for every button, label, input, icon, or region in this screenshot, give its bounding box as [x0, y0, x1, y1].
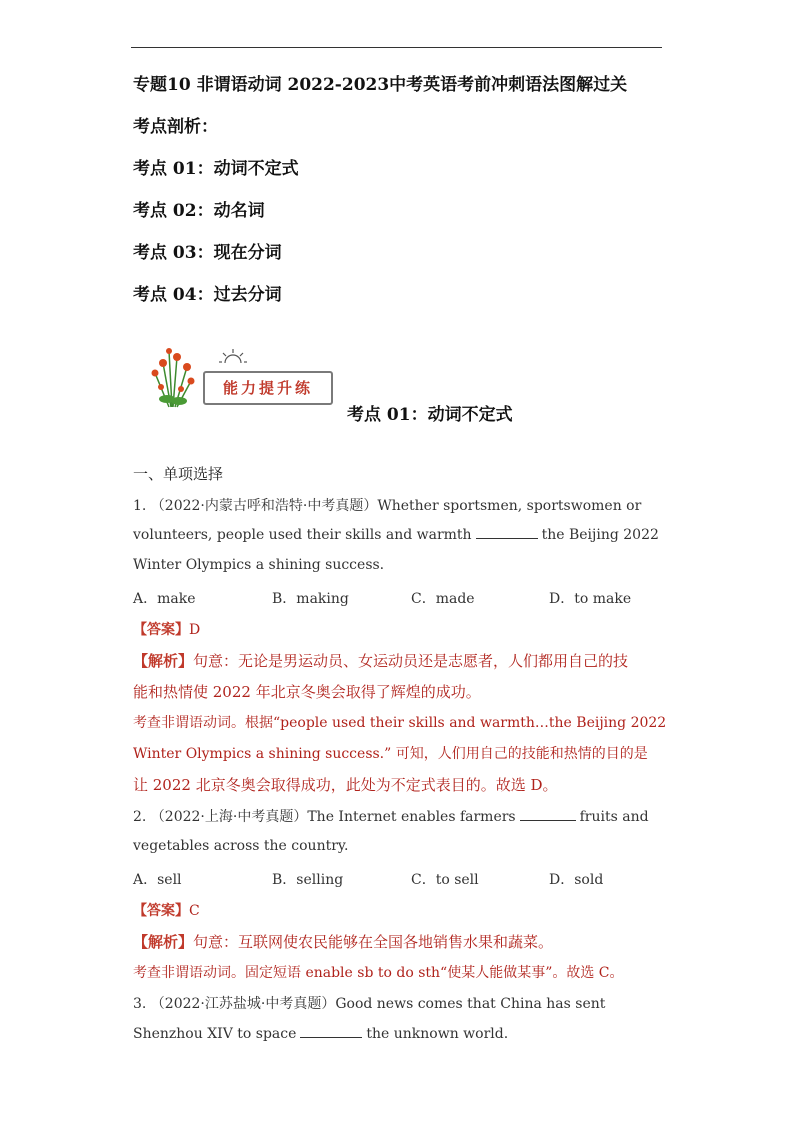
q1-line2-start: volunteers, people used their skills and warmth: [133, 527, 472, 543]
q1-analysis-line4: Winter Olympics a shining success.” 可知，人们用自己的技能和热情的目的是: [133, 746, 648, 762]
q3-line1: 3. （2022·江苏盐城·中考真题）Good news comes that China has sent: [133, 996, 606, 1012]
q1-line1: 1. （2022·内蒙古呼和浩特·中考真题）Whether sportsmen, sportswomen or: [133, 498, 642, 514]
q2-line1: [133, 806, 649, 826]
q1-analysis-line5: 让 2022 北京冬奥会取得成功，此处为不定式表目的。故选 D。: [133, 776, 558, 794]
q2-analysis-line2: 考查非谓语动词。固定短语 enable sb to do sth“使某人能做某事”。故选 C。: [133, 965, 624, 981]
q2-line2: vegetables across the country.: [133, 838, 349, 854]
header-rule: [131, 47, 662, 48]
q1-option-b: B．making: [272, 591, 349, 607]
q2-option-a: A．sell: [133, 872, 182, 888]
outline-item-4: 考点 04：过去分词: [133, 285, 282, 305]
q2-option-d: D．sold: [549, 872, 604, 888]
ability-badge: [143, 343, 343, 413]
outline-item-3: 考点 03：现在分词: [133, 243, 282, 263]
q1-answer: [133, 619, 200, 639]
q2-line1-start: 2. （2022·上海·中考真题）The Internet enables farmers: [133, 809, 516, 825]
q3-line2-start: Shenzhou XIV to space: [133, 1026, 297, 1042]
q2-analysis-text: 句意：互联网使农民能够在全国各地销售水果和蔬菜。: [193, 933, 554, 951]
q3-blank: [300, 1025, 362, 1038]
q2-answer-value: C: [189, 903, 200, 919]
badge-label: 能力提升练: [203, 371, 333, 405]
outline-heading: 考点剖析：: [133, 117, 218, 137]
document-title: 专题10 非谓语动词 2022-2023中考英语考前冲刺语法图解过关: [133, 75, 628, 95]
q2-option-b: B．selling: [272, 872, 344, 888]
q2-line1-end: fruits and: [579, 809, 649, 825]
q2-analysis-line1: [133, 931, 553, 952]
q1-answer-value: D: [189, 622, 201, 638]
q3-line2: [133, 1025, 508, 1042]
q1-line3: Winter Olympics a shining success.: [133, 557, 385, 573]
q1-option-a: A．make: [133, 591, 196, 607]
q2-blank: [520, 808, 576, 821]
q1-option-c: C．made: [411, 591, 475, 607]
q1-option-d: D．to make: [549, 591, 632, 607]
outline-item-2: 考点 02：动名词: [133, 201, 265, 221]
q2-answer-tag: 【答案】: [133, 903, 189, 919]
q1-analysis-line2: 能和热情使 2022 年北京冬奥会取得了辉煌的成功。: [133, 683, 481, 701]
q1-analysis-tag: 【解析】: [133, 652, 194, 670]
outline-item-1: 考点 01：动词不定式: [133, 159, 299, 179]
q3-line2-end: the unknown world.: [366, 1026, 509, 1042]
q1-answer-tag: 【答案】: [133, 622, 189, 638]
q2-option-c: C．to sell: [411, 872, 479, 888]
q1-analysis-line1: [133, 650, 628, 671]
q1-analysis-text: 句意：无论是男运动员、女运动员还是志愿者，人们都用自己的技: [193, 652, 629, 670]
q1-line2-end: the Beijing 2022: [541, 527, 659, 543]
section-title: 考点 01：动词不定式: [347, 405, 513, 425]
q1-line2: [133, 526, 659, 543]
q1-blank: [476, 526, 538, 539]
q2-analysis-tag: 【解析】: [133, 933, 194, 951]
part-heading: 一、单项选择: [133, 465, 224, 483]
q1-analysis-line3: 考查非谓语动词。根据“people used their skills and warmth…the Beijing 2022: [133, 715, 667, 731]
q2-answer: [133, 900, 200, 920]
